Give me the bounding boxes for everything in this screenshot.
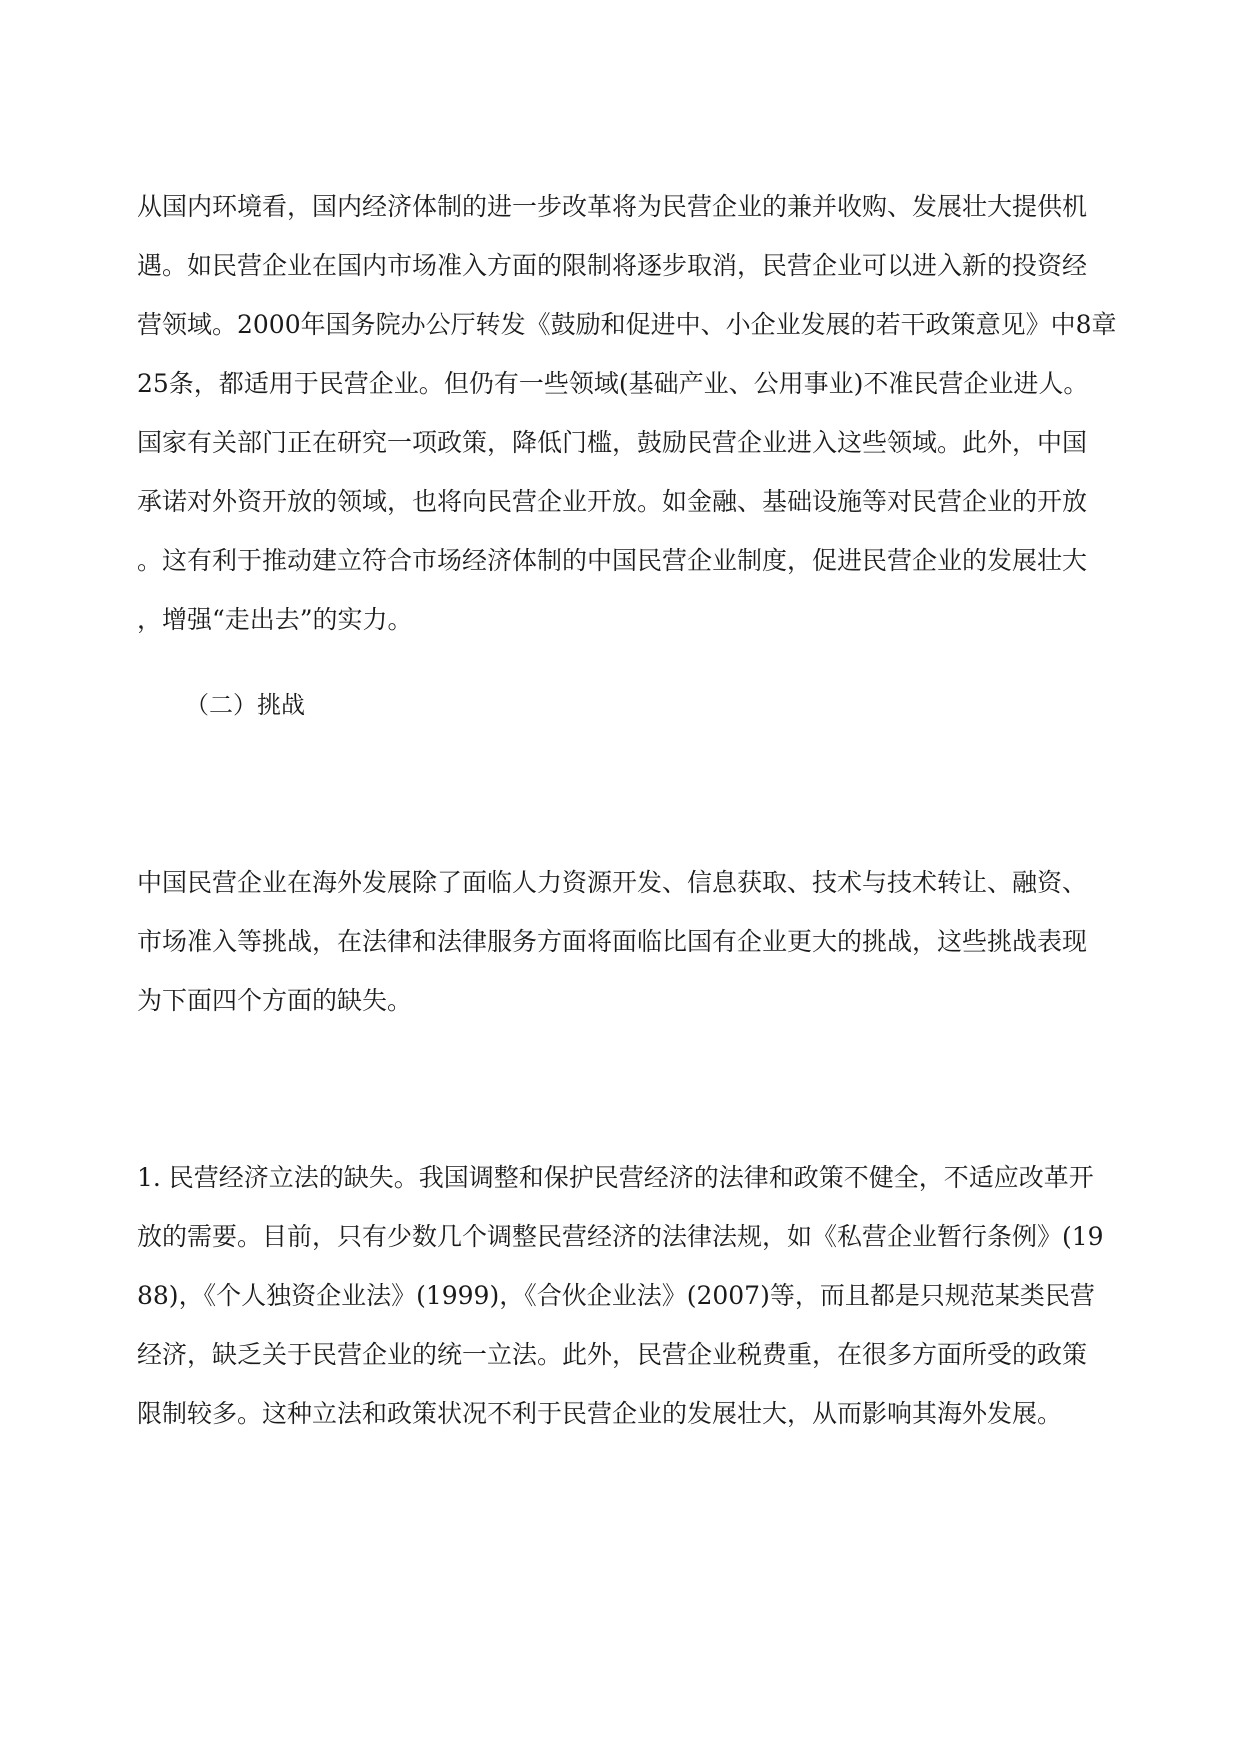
paragraph-3-line-2: 放的需要。目前，只有少数几个调整民营经济的法律法规，如《私营企业暂行条例》(19 <box>137 1222 1104 1251</box>
paragraph-3-line-1: 1. 民营经济立法的缺失。我国调整和保护民营经济的法律和政策不健全，不适应改革开 <box>137 1163 1094 1192</box>
paragraph-1-line-8: ，增强“走出去”的实力。 <box>137 605 413 634</box>
paragraph-3-line-4: 经济，缺乏关于民营企业的统一立法。此外，民营企业税费重，在很多方面所受的政策 <box>137 1340 1088 1369</box>
paragraph-1-line-3: 营领域。2000年国务院办公厅转发《鼓励和促进中、小企业发展的若干政策意见》中8章 <box>137 310 1117 339</box>
paragraph-1-line-5: 国家有关部门正在研究一项政策，降低门槛，鼓励民营企业进入这些领域。此外，中国 <box>137 428 1088 457</box>
paragraph-2-line-2: 市场准入等挑战，在法律和法律服务方面将面临比国有企业更大的挑战，这些挑战表现 <box>137 927 1088 956</box>
paragraph-1-line-4: 25条，都适用于民营企业。但仍有一些领域(基础产业、公用事业)不准民营企业进人。 <box>137 369 1089 398</box>
paragraph-1-line-7: 。这有利于推动建立符合市场经济体制的中国民营企业制度，促进民营企业的发展壮大 <box>137 546 1088 575</box>
paragraph-1-line-2: 遇。如民营企业在国内市场准入方面的限制将逐步取消，民营企业可以进入新的投资经 <box>137 251 1088 280</box>
paragraph-1-line-6: 承诺对外资开放的领域，也将向民营企业开放。如金融、基础设施等对民营企业的开放 <box>137 487 1088 516</box>
paragraph-1-line-1: 从国内环境看，国内经济体制的进一步改革将为民营企业的兼并收购、发展壮大提供机 <box>137 192 1088 221</box>
paragraph-3-line-5: 限制较多。这种立法和政策状况不利于民营企业的发展壮大，从而影响其海外发展。 <box>137 1399 1063 1428</box>
section-heading: （二）挑战 <box>185 691 305 719</box>
paragraph-3-line-3: 88)，《个人独资企业法》(1999)，《合伙企业法》(2007)等，而且都是只规范某类民营 <box>137 1281 1095 1310</box>
paragraph-2-line-1: 中国民营企业在海外发展除了面临人力资源开发、信息获取、技术与技术转让、融资、 <box>137 868 1088 897</box>
paragraph-2-line-3: 为下面四个方面的缺失。 <box>137 986 413 1015</box>
